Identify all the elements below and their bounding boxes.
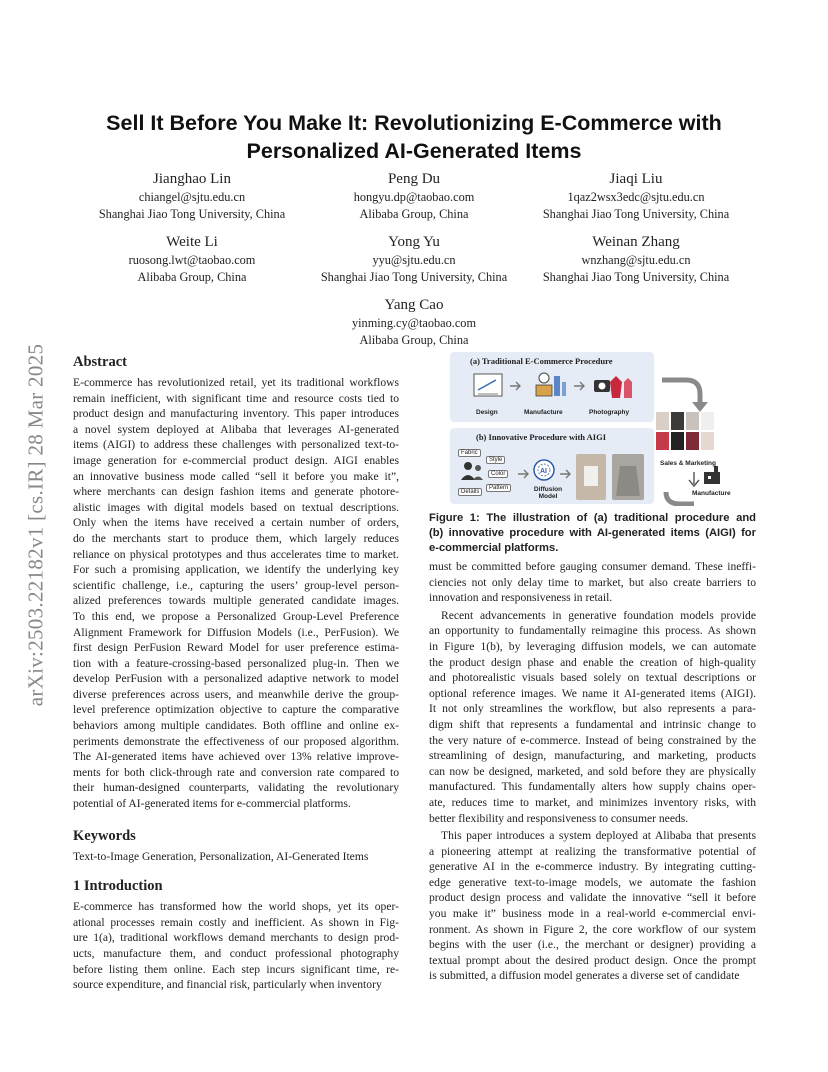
text-line: an opportunity to fundamentally reimagine this process. As shown (429, 624, 756, 638)
text-line: ational processes remain costly and inefficient. As shown in Fig- (73, 915, 399, 929)
panel-b-label: (b) Innovative Procedure with AIGI (476, 432, 607, 442)
author-name: Weite Li (166, 234, 218, 250)
text-line: To this end, we propose a Personalized Group-Level Preference (73, 609, 399, 623)
text-line: an innovative business mode called “sell it before you make it”, (73, 469, 399, 483)
text-line: optional reference images. We name it AI-generated items (AIGI). (429, 686, 756, 700)
author-name: Jianghao Lin (153, 171, 231, 187)
text-line: ure 1(a), traditional workflows demand merchants to design prod- (73, 931, 399, 945)
text-line: items (AIGI) to address these challenges with personalized text-to- (73, 438, 399, 452)
right-column (429, 559, 756, 984)
author-name: Yang Cao (384, 297, 444, 313)
author-affiliation: Alibaba Group, China (359, 332, 469, 347)
manufacture-label: Manufacture (692, 490, 731, 497)
text-line: scientific challenge, i.e., capturing the users’ group-level person- (73, 578, 399, 592)
figure-caption (429, 511, 756, 556)
text-line: reliance on physical prototypes and thus accelerates time to market. (73, 547, 399, 561)
arrow-icon (574, 382, 584, 390)
paragraph (429, 608, 756, 826)
tag-style: Style (486, 456, 505, 464)
tag-fabric: Fabric (458, 449, 481, 457)
author-affiliation: Shanghai Jiao Tong University, China (542, 269, 730, 284)
author-email[interactable]: 1qaz2wsx3edc@sjtu.edu.cn (567, 190, 705, 204)
manufacture-icon (536, 373, 566, 396)
author-email[interactable]: wnzhang@sjtu.edu.cn (581, 253, 691, 267)
design-icon (474, 374, 502, 396)
figure-1 (446, 352, 746, 507)
curved-arrow-icon (666, 492, 694, 504)
abstract-body (73, 375, 399, 812)
diffusion-label (528, 486, 568, 500)
author-block (294, 295, 534, 348)
text-line: ate, reduces time to market, and minimizes inventory risks, with (429, 795, 756, 809)
text-line: Alignment Framework for Diffusion Models (i.e., PerFusion). We (73, 625, 399, 639)
author-email[interactable]: ruosong.lwt@taobao.com (128, 253, 256, 267)
tag-pattern: Pattern (486, 484, 511, 492)
text-line: where merchants can design fashion items and generate photore- (73, 485, 399, 499)
author-email[interactable]: yyu@sjtu.edu.cn (372, 253, 456, 267)
text-line: textual prompt about the desired product design. Once the prompt (429, 953, 756, 967)
text-line: ciencies not only delay time to market, but also create barriers to (429, 575, 756, 589)
sales-label: Sales & Marketing (660, 460, 716, 467)
caption-line: Figure 1: The illustration of (a) traditional procedure and (429, 512, 756, 524)
curved-arrow-icon (662, 380, 700, 404)
text-line: behaviors among multiple candidates. Both offline and online ex- (73, 719, 399, 733)
text-line: E-commerce has transformed how the world shops, yet its oper- (73, 900, 399, 914)
author-name: Yong Yu (388, 234, 440, 250)
arrow-icon (518, 470, 528, 478)
keywords-text (73, 849, 399, 865)
text-line: diverse preferences across users, and meanwhile derive the group- (73, 687, 399, 701)
factory-icon (704, 466, 720, 484)
abstract-heading: Abstract (73, 354, 127, 370)
text-line: a novel system deployed at Alibaba that leverages AI-generated (73, 422, 399, 436)
intro-heading: 1 Introduction (73, 878, 163, 895)
text-line: periments demonstrate the effectiveness of our proposed algorithm. (73, 734, 399, 748)
arxiv-id: arXiv:2503.22182v1 [cs.IR] 28 Mar 2025 (23, 343, 48, 707)
text-line: level preference optimization objective to capture the comparative (73, 703, 399, 717)
users-icon (461, 462, 483, 480)
step-design: Design (476, 409, 498, 416)
text-line: better flexibility and responsiveness to consumer needs. (429, 811, 689, 825)
arrow-icon (510, 382, 520, 390)
paper-title (80, 109, 748, 165)
author-email[interactable]: chiangel@sjtu.edu.cn (138, 190, 246, 204)
text-line: Only when the items have received a certain number of orders, (73, 516, 399, 530)
text-line: innovation and responsiveness in retail. (429, 591, 613, 605)
text-line: Recent advancements in generative foundation models provide (441, 608, 756, 622)
text-line: E-commerce has revolutionized retail, yet its traditional workflows (73, 376, 399, 389)
author-affiliation: Alibaba Group, China (137, 269, 247, 284)
author-affiliation: Shanghai Jiao Tong University, China (542, 206, 730, 221)
title-line-2: Personalized AI-Generated Items (246, 139, 582, 163)
text-line: the very nature of e-commerce. Instead of being constrained by the (429, 733, 756, 747)
author-name: Peng Du (387, 171, 441, 187)
author-block (294, 232, 534, 285)
text-line: digm shift that represents a fundamental and intrinsic change to (429, 717, 756, 731)
text-line: develop PerFusion with a personalized adaptive network to model (73, 672, 399, 686)
text-line: ments for both click-through rate and conversion rate compared to (73, 765, 399, 779)
panel-a-label: (a) Traditional E-Commerce Procedure (470, 356, 613, 366)
arxiv-stamp (18, 290, 54, 760)
ai-label: AI (540, 468, 547, 475)
author-email[interactable]: yinming.cy@taobao.com (351, 316, 477, 330)
text-line: before listing them online. Each step incurs significant time, re- (73, 962, 399, 976)
caption-line: e-commercial platforms. (429, 542, 559, 554)
photography-icon (594, 376, 632, 398)
author-block (72, 169, 312, 222)
text-line: For such a promising application, we identify the underlying key (73, 563, 399, 577)
text-line: This paper introduces a system deployed at Alibaba that presents (441, 829, 756, 843)
text-line: do the merchants start to produce them, which largely reduces (73, 531, 399, 545)
text-line: ronment. As shown in Figure 2, the core workflow of our system (429, 922, 756, 936)
text-line: image generation for e-commercial product design. AIGI enables (73, 453, 399, 467)
author-name: Weinan Zhang (592, 234, 680, 250)
left-column (73, 352, 399, 993)
text-line: in Figure 1(b), by leveraging diffusion models, we can automate (429, 639, 756, 653)
text-line: potential of AI-generated items for e-commercial platforms. (73, 797, 351, 811)
product-grid (656, 412, 714, 450)
text-line: you make it” business mode in a real-world e-commercial envi- (429, 907, 756, 921)
text-line: streamlining of design, manufacturing, and marketing, products (429, 749, 756, 763)
text-line: tion with a feature-crossing-based personalized plug-in. Then we (73, 656, 399, 670)
text-line: source expenditure, and financial risk, particularly when inventory (73, 978, 382, 992)
diffusion-text: Diffusion Model (533, 486, 563, 500)
author-email[interactable]: hongyu.dp@taobao.com (353, 190, 475, 204)
author-affiliation: Shanghai Jiao Tong University, China (98, 206, 286, 221)
text-line: begins with the user (i.e., the merchant or designer) providing a (429, 938, 756, 952)
author-block (72, 232, 312, 285)
keywords-line: Text-to-Image Generation, Personalization, AI-Generated Items (73, 849, 369, 863)
flow-right-icons (656, 376, 746, 506)
step-photography: Photography (589, 409, 630, 416)
paragraph (429, 828, 756, 984)
text-line: first design PerFusion Reward Model for user preference estima- (73, 641, 399, 655)
keywords-heading: Keywords (73, 827, 136, 844)
text-line: alistic images with digital models based on textual descriptions. (73, 500, 399, 514)
arrow-icon (560, 470, 570, 478)
text-line: edge generative text-to-image models, we automate the fashion (429, 875, 756, 889)
text-line: a pioneering attempt at realizing the transformative potential of (429, 844, 756, 858)
text-line: manufactured. This fundamentally alters how supply chains oper- (429, 780, 756, 794)
tag-color: Color (488, 470, 508, 478)
author-name: Jiaqi Liu (609, 171, 663, 187)
text-line: alized preferences towards multiple generated candidate images. (73, 594, 399, 608)
text-line: their human-designed counterparts, validating the revolutionary (73, 781, 399, 795)
tag-details: Details (458, 488, 482, 496)
text-line: The AI-generated items have achieved over 13% relative improve- (73, 750, 399, 764)
author-block (294, 169, 534, 222)
text-line: product design process and validate the innovative “sell it before (429, 891, 756, 905)
panel-a-icons (456, 368, 652, 408)
text-line: remain inefficient, with significant time and resource costs tied to (73, 391, 399, 405)
author-block (516, 169, 756, 222)
arrow-down-icon (689, 472, 699, 486)
step-manufacture: Manufacture (524, 409, 563, 416)
text-line: and photorealistic visuals based solely on textual descriptions or (429, 671, 756, 685)
author-affiliation: Shanghai Jiao Tong University, China (320, 269, 508, 284)
caption-line: (b) innovative procedure with AI-generated items (AIGI) for (429, 527, 756, 539)
text-line: generative AI in the e-commerce industry. By integrating cutting- (429, 860, 756, 874)
title-line-1: Sell It Before You Make It: Revolutionizing E-Commerce with (106, 111, 722, 135)
text-line: product design and manufacturing inventory. This paper introduces (73, 407, 399, 421)
text-line: must be committed before gauging consumer demand. These ineffi- (429, 560, 756, 573)
text-line: ucts, manufacture them, and conduct professional photography (73, 947, 399, 960)
text-line: It not only streamlines the workflow, but also represents a para- (429, 702, 756, 716)
text-line: can now be designed, marketed, and sold before they are physically (429, 764, 756, 778)
text-line: is submitted, a diffusion model generates a diverse set of candidate (429, 969, 740, 983)
author-block (516, 232, 756, 285)
intro-body (73, 899, 399, 993)
text-line: the product design phase and enable the creation of high-quality (429, 655, 756, 669)
paragraph (429, 559, 756, 606)
author-affiliation: Alibaba Group, China (359, 206, 469, 221)
